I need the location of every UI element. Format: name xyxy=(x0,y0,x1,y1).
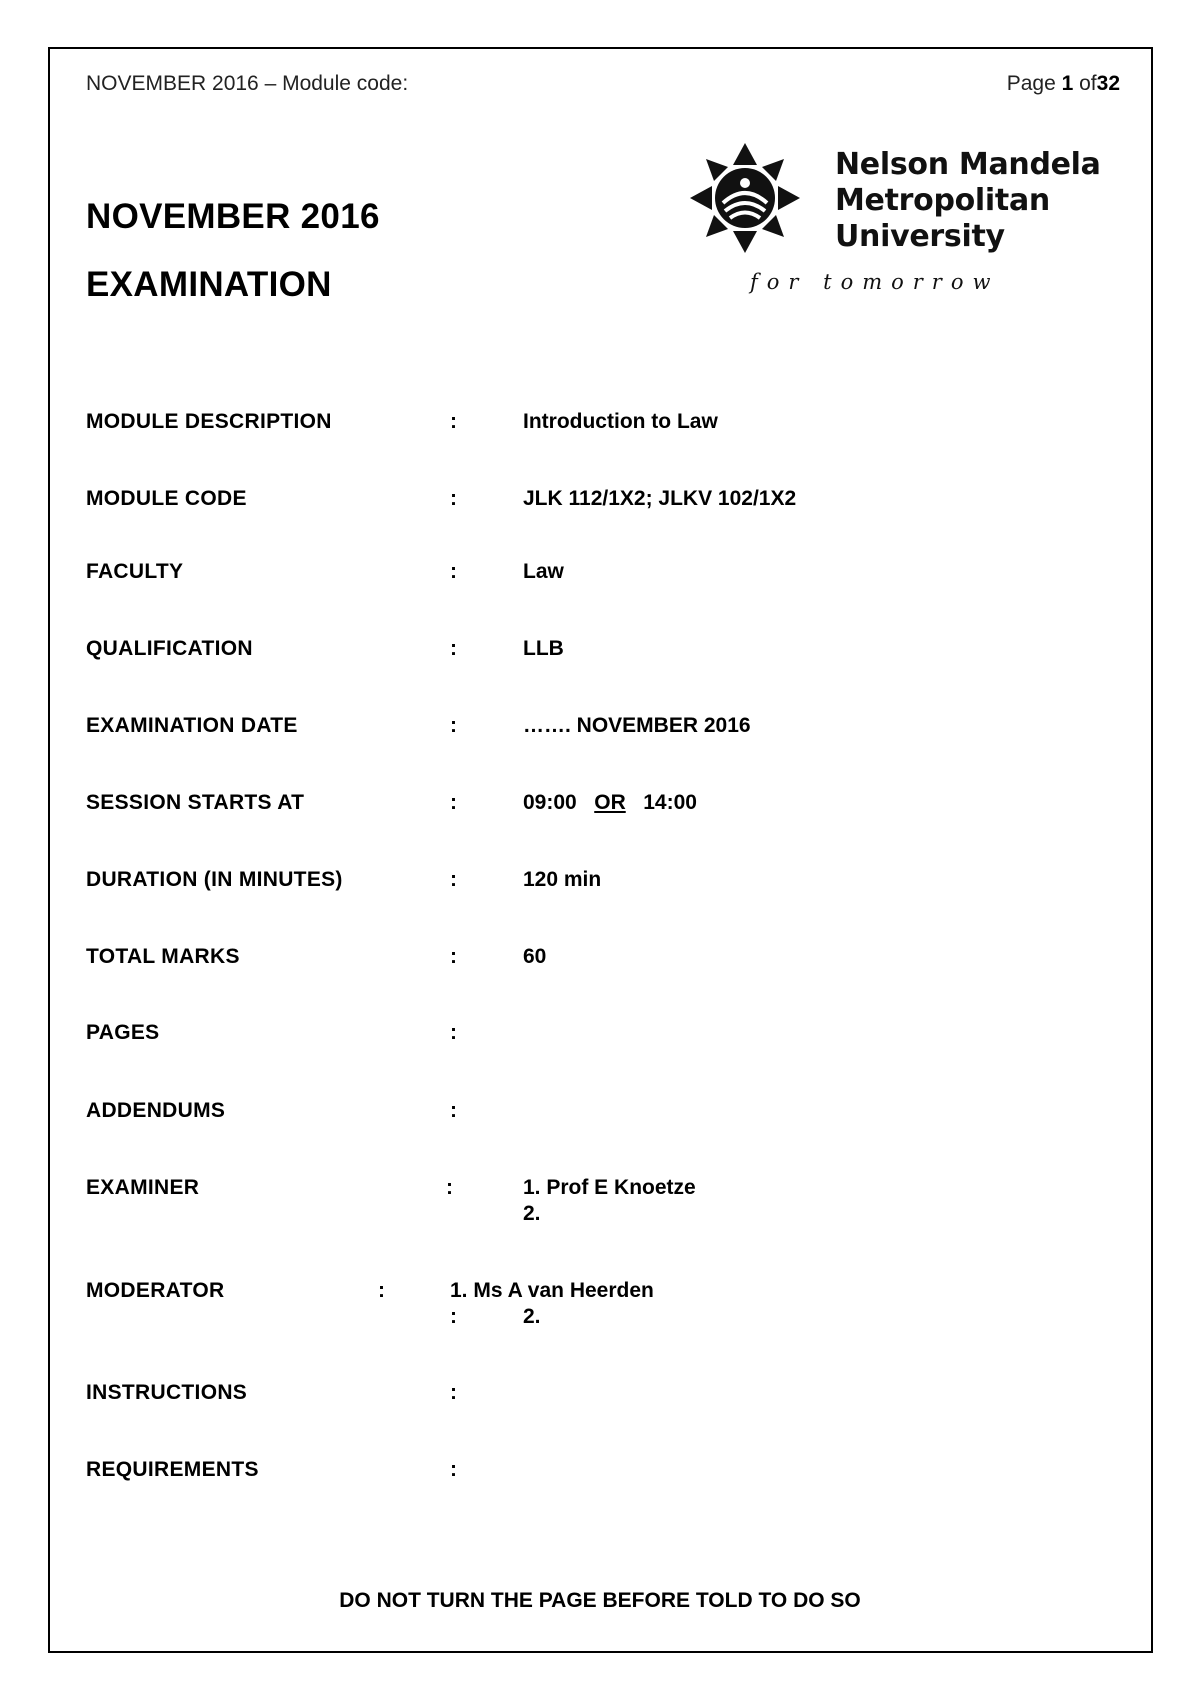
field-label: FACULTY xyxy=(86,560,184,583)
field-colon: : xyxy=(450,1381,457,1404)
field-value: Introduction to Law xyxy=(523,410,718,433)
field-value: ……. NOVEMBER 2016 xyxy=(523,714,751,737)
examiner-line-1: 1. Prof E Knoetze xyxy=(523,1176,696,1199)
title-examination: EXAMINATION xyxy=(86,265,332,304)
field-colon: : xyxy=(450,1021,457,1044)
field-label: ADDENDUMS xyxy=(86,1099,226,1122)
field-colon: : xyxy=(450,487,457,510)
field-colon: : xyxy=(450,791,457,814)
field-label: TOTAL MARKS xyxy=(86,945,240,968)
field-colon: : xyxy=(450,868,457,891)
field-value: LLB xyxy=(523,637,564,660)
moderator-line-1: 1. Ms A van Heerden xyxy=(450,1279,654,1302)
field-value: Law xyxy=(523,560,564,583)
session-or: OR xyxy=(594,791,626,814)
field-value xyxy=(523,790,697,816)
field-label: QUALIFICATION xyxy=(86,637,253,660)
header-module-code: NOVEMBER 2016 – Module code: xyxy=(86,72,409,95)
university-name-line1: Nelson Mandela xyxy=(835,147,1101,182)
field-colon: : xyxy=(450,560,457,583)
field-colon: : xyxy=(378,1279,385,1302)
university-name-line2: Metropolitan xyxy=(835,183,1050,218)
examiner-line-2: 2. xyxy=(523,1202,541,1225)
field-value: JLK 112/1X2; JLKV 102/1X2 xyxy=(523,487,797,510)
field-label: REQUIREMENTS xyxy=(86,1458,259,1481)
university-name-line3: University xyxy=(835,219,1005,254)
field-label: MODERATOR xyxy=(86,1279,225,1302)
page-prefix: Page xyxy=(1006,72,1056,95)
field-colon: : xyxy=(446,1176,453,1199)
field-label: EXAMINATION DATE xyxy=(86,714,298,737)
field-label: INSTRUCTIONS xyxy=(86,1381,248,1404)
page-total: 32 xyxy=(1096,72,1120,95)
field-label: MODULE DESCRIPTION xyxy=(86,410,332,433)
field-colon: : xyxy=(450,410,457,433)
field-label: EXAMINER xyxy=(86,1176,200,1199)
field-colon: : xyxy=(450,1099,457,1122)
page-current: 1 xyxy=(1061,72,1074,95)
moderator-colon-2: : xyxy=(450,1305,457,1328)
session-time-morning: 09:00 xyxy=(523,791,577,814)
university-tagline: for tomorrow xyxy=(750,270,1000,294)
field-colon: : xyxy=(450,637,457,660)
field-colon: : xyxy=(450,714,457,737)
do-not-turn-notice: DO NOT TURN THE PAGE BEFORE TOLD TO DO SO xyxy=(339,1589,861,1612)
field-colon: : xyxy=(450,1458,457,1481)
session-time-afternoon: 14:00 xyxy=(643,791,697,814)
university-name xyxy=(835,147,1101,255)
field-label: MODULE CODE xyxy=(86,487,247,510)
field-label: PAGES xyxy=(86,1021,160,1044)
field-colon: : xyxy=(450,945,457,968)
field-label: DURATION (IN MINUTES) xyxy=(86,868,343,891)
page-of: of xyxy=(1079,72,1097,95)
title-month-year: NOVEMBER 2016 xyxy=(86,197,380,236)
field-label: SESSION STARTS AT xyxy=(86,791,305,814)
page-counter xyxy=(1007,72,1120,96)
university-emblem-icon xyxy=(690,143,800,253)
university-logo xyxy=(690,143,1101,303)
field-value: 120 min xyxy=(523,868,602,891)
moderator-line-2: 2. xyxy=(523,1305,541,1328)
field-value: 60 xyxy=(523,945,547,968)
